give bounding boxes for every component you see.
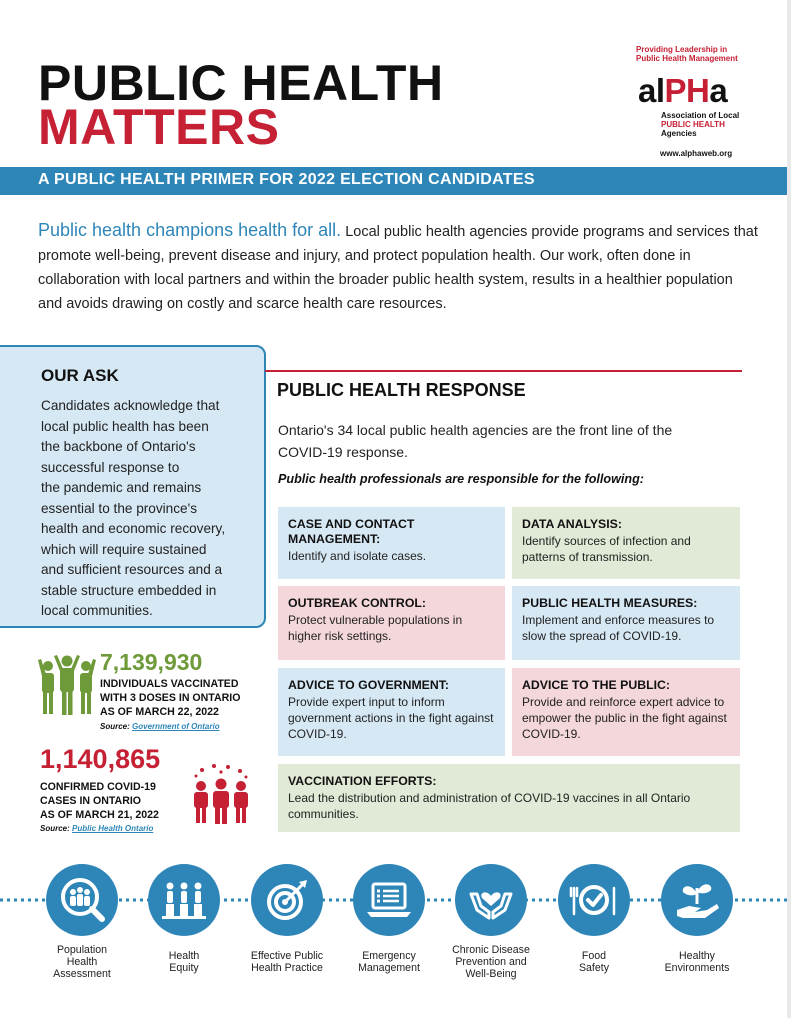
target-icon [251, 864, 323, 936]
our-ask-text: Candidates acknowledge that local public health has been the backbone of Ontario's successful response to the pandemic and remains essential to the province's health and economic recovery, which will require sustained and sufficient resources and a stable structure embedded in local communities. [41, 398, 226, 618]
pillar-label-chronic-disease: Chronic Disease Prevention and Well-Being [452, 944, 530, 980]
government-of-ontario-link[interactable]: Government of Ontario [132, 722, 220, 731]
plate-check-icon [558, 864, 630, 936]
public-health-ontario-link[interactable]: Public Health Ontario [72, 824, 154, 833]
laptop-checklist-icon [353, 864, 425, 936]
intro-paragraph [38, 218, 758, 316]
website-link[interactable]: www.alphaweb.org [660, 149, 733, 158]
cases-description: CONFIRMED COVID-19 CASES IN ONTARIO AS OF MARCH 21, 2022 [40, 781, 159, 821]
pillar-label-practice: Effective Public Health Practice [250, 950, 324, 974]
vaccinated-count: 7,139,930 [100, 649, 203, 675]
logo-tagline: Providing Leadership in Public Health Management [636, 45, 738, 63]
alpha-logo[interactable]: alPHa [638, 72, 728, 109]
hands-heart-icon [455, 864, 527, 936]
page-edge [787, 0, 791, 1018]
card-outbreak-control: OUTBREAK CONTROL: Protect vulnerable populations in higher risk settings. [278, 586, 505, 660]
hand-plant-icon [661, 864, 733, 936]
card-advice-government: ADVICE TO GOVERNMENT: Provide expert input to inform government actions in the fight against COVID-19. [278, 668, 505, 756]
infected-people-icon [190, 762, 252, 824]
banner-text: A PUBLIC HEALTH PRIMER FOR 2022 ELECTION CANDIDATES [38, 171, 535, 188]
card-data-analysis: DATA ANALYSIS: Identify sources of infection and patterns of transmission. [512, 507, 740, 579]
pillar-label-environments: Healthy Environments [664, 950, 730, 974]
page-title-line2: MATTERS [38, 99, 280, 155]
vaccinated-people-icon [38, 652, 96, 716]
pillar-label-population: Population Health Assessment [53, 944, 111, 980]
response-subhead: Public health professionals are responsible for the following: [278, 472, 644, 486]
vaccinated-description: INDIVIDUALS VACCINATED WITH 3 DOSES IN ONTARIO AS OF MARCH 22, 2022 [100, 678, 241, 718]
pillar-label-food-safety: Food Safety [578, 950, 610, 974]
intro-body: Local public health agencies provide programs and services that promote well-being, prevent disease and injury, and protect population health. Our work, often done in collaboration with local partners and within the broader public health system, results in a healthier population and avoids drawing on costly and scarce health care resources. [38, 224, 758, 312]
cases-source: Source: Public Health Ontario [40, 824, 154, 833]
vaccinated-source: Source: Government of Ontario [100, 722, 220, 731]
population-assessment-icon [46, 864, 118, 936]
our-ask-title: OUR ASK [41, 366, 119, 385]
health-equity-icon [148, 864, 220, 936]
card-advice-public: ADVICE TO THE PUBLIC: Provide and reinforce expert advice to empower the public in the fight against COVID-19. [512, 668, 740, 756]
card-public-health-measures: PUBLIC HEALTH MEASURES: Implement and enforce measures to slow the spread of COVID-19. [512, 586, 740, 660]
intro-lead: Public health champions health for all. [38, 220, 342, 240]
logo-subtitle: Association of Local PUBLIC HEALTH Agencies [661, 111, 740, 138]
cases-count: 1,140,865 [40, 744, 161, 774]
pillar-label-emergency: Emergency Management [358, 950, 420, 974]
pillar-label-equity: Health Equity [168, 950, 200, 974]
response-intro: Ontario's 34 local public health agencies are the front line of the COVID-19 response. [278, 422, 673, 460]
page-title-line1: PUBLIC HEALTH [38, 55, 444, 111]
card-case-contact: CASE AND CONTACT MANAGEMENT: Identify and isolate cases. [278, 507, 505, 579]
response-title: PUBLIC HEALTH RESPONSE [277, 380, 526, 400]
card-vaccination-efforts: VACCINATION EFFORTS: Lead the distribution and administration of COVID-19 vaccines in all Ontario communities. [278, 764, 740, 832]
response-divider [265, 370, 742, 372]
